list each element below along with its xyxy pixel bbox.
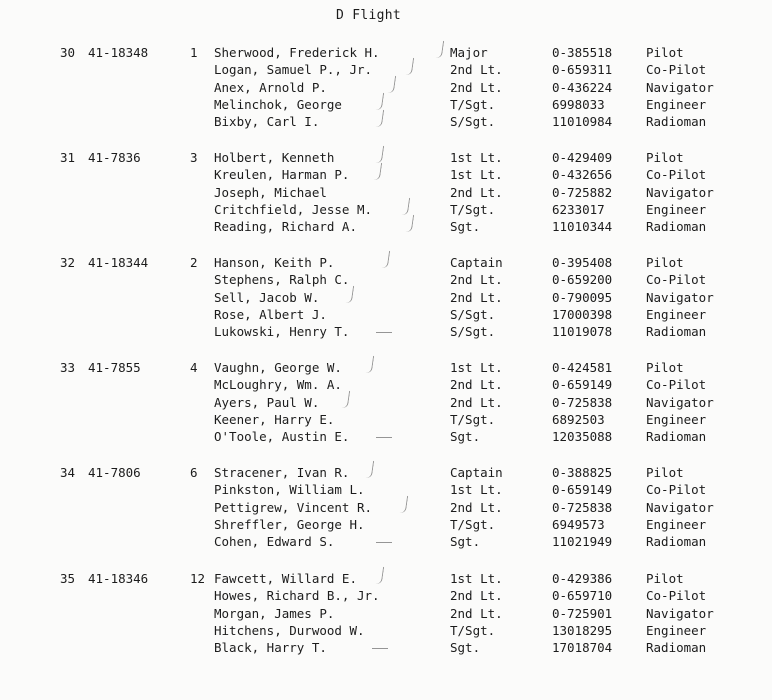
member-role: Engineer	[646, 306, 707, 322]
crew-member-row	[0, 289, 772, 306]
member-name: Stephens, Ralph C.	[214, 272, 350, 288]
member-name: Hitchens, Durwood W.	[214, 622, 365, 638]
service-number: 17018704	[552, 640, 613, 656]
crew-member-row	[0, 516, 772, 533]
member-role: Engineer	[646, 96, 707, 112]
member-rank: 2nd Lt.	[450, 588, 503, 604]
formation-position: 1	[190, 45, 198, 60]
crew-member-row	[0, 359, 772, 376]
dash-mark	[376, 542, 392, 543]
check-mark	[377, 249, 390, 268]
check-mark	[341, 284, 354, 303]
aircraft-serial: 41-7855	[88, 360, 141, 375]
check-mark	[337, 389, 350, 408]
member-name: Shreffler, George H.	[214, 516, 365, 532]
service-number: 0-385518	[552, 45, 613, 60]
service-number: 0-659710	[552, 588, 613, 604]
service-number: 12035088	[552, 429, 613, 445]
member-rank: Sgt.	[450, 219, 481, 235]
service-number: 11010984	[552, 114, 613, 130]
member-rank: 1st Lt.	[450, 167, 503, 183]
crew-number: 33	[60, 360, 76, 375]
crew-number: 34	[60, 465, 76, 480]
member-rank: 1st Lt.	[450, 571, 503, 586]
check-mark	[361, 459, 374, 478]
crew-member-row	[0, 481, 772, 498]
service-number: 0-388825	[552, 465, 613, 480]
page-heading: D Flight	[336, 8, 402, 23]
member-rank: 2nd Lt.	[450, 377, 503, 393]
service-number: 0-659149	[552, 377, 613, 393]
member-name: Sell, Jacob W.	[214, 289, 320, 305]
member-role: Pilot	[646, 255, 684, 270]
formation-position: 3	[190, 150, 198, 165]
crew-member-row	[0, 533, 772, 550]
crew-member-row	[0, 113, 772, 130]
service-number: 6949573	[552, 516, 605, 532]
crew-member-row	[0, 587, 772, 604]
crew-member-row	[0, 376, 772, 393]
crew-member-row	[0, 79, 772, 96]
service-number: 0-424581	[552, 360, 613, 375]
member-role: Pilot	[646, 360, 684, 375]
member-name: Pettigrew, Vincent R.	[214, 499, 373, 515]
service-number: 11019078	[552, 324, 613, 340]
crew-number: 35	[60, 571, 76, 586]
member-role: Co-Pilot	[646, 272, 707, 288]
crew-member-row	[0, 464, 772, 481]
member-name: Sherwood, Frederick H.	[214, 45, 380, 60]
service-number: 0-432656	[552, 167, 613, 183]
member-role: Radioman	[646, 640, 707, 656]
member-name: Fawcett, Willard E.	[214, 571, 357, 586]
crew-member-row	[0, 184, 772, 201]
member-rank: Sgt.	[450, 429, 481, 445]
service-number: 0-429386	[552, 571, 613, 586]
service-number: 0-790095	[552, 289, 613, 305]
member-rank: S/Sgt.	[450, 324, 496, 340]
service-number: 0-659311	[552, 62, 613, 78]
dash-mark	[376, 437, 392, 438]
member-rank: Captain	[450, 465, 503, 480]
member-role: Engineer	[646, 622, 707, 638]
crew-member-row	[0, 622, 772, 639]
crew-number: 31	[60, 150, 76, 165]
dash-mark	[372, 648, 388, 649]
service-number: 0-659200	[552, 272, 613, 288]
member-name: Holbert, Kenneth	[214, 150, 335, 165]
member-rank: T/Sgt.	[450, 622, 496, 638]
crew-member-row	[0, 428, 772, 445]
member-role: Co-Pilot	[646, 588, 707, 604]
crew-member-row	[0, 411, 772, 428]
crew-member-row	[0, 605, 772, 622]
crew-member-row	[0, 96, 772, 113]
member-name: Morgan, James P.	[214, 605, 335, 621]
member-name: Critchfield, Jesse M.	[214, 201, 373, 217]
member-name: Lukowski, Henry T.	[214, 324, 350, 340]
member-name: Howes, Richard B., Jr.	[214, 588, 380, 604]
member-rank: 2nd Lt.	[450, 605, 503, 621]
member-role: Radioman	[646, 429, 707, 445]
member-role: Radioman	[646, 219, 707, 235]
member-rank: Sgt.	[450, 640, 481, 656]
member-rank: Captain	[450, 255, 503, 270]
aircraft-serial: 41-18348	[88, 45, 149, 60]
member-name: Pinkston, William L.	[214, 482, 365, 498]
check-mark	[371, 109, 384, 128]
service-number: 6892503	[552, 411, 605, 427]
aircraft-serial: 41-7836	[88, 150, 141, 165]
aircraft-serial: 41-7806	[88, 465, 141, 480]
member-name: Kreulen, Harman P.	[214, 167, 350, 183]
member-rank: 2nd Lt.	[450, 394, 503, 410]
member-name: Hanson, Keith P.	[214, 255, 335, 270]
member-role: Navigator	[646, 184, 714, 200]
member-role: Navigator	[646, 79, 714, 95]
member-name: Black, Harry T.	[214, 640, 327, 656]
member-role: Co-Pilot	[646, 377, 707, 393]
member-rank: T/Sgt.	[450, 96, 496, 112]
check-mark	[369, 162, 382, 181]
member-rank: 1st Lt.	[450, 360, 503, 375]
service-number: 0-725838	[552, 499, 613, 515]
crew-member-row	[0, 201, 772, 218]
member-rank: 2nd Lt.	[450, 272, 503, 288]
member-rank: 2nd Lt.	[450, 499, 503, 515]
crew-member-row	[0, 499, 772, 516]
check-mark	[431, 39, 444, 58]
crew-member-row	[0, 254, 772, 271]
crew-member-row	[0, 570, 772, 587]
service-number: 0-395408	[552, 255, 613, 270]
member-name: Cohen, Edward S.	[214, 534, 335, 550]
crew-member-row	[0, 44, 772, 61]
member-name: O'Toole, Austin E.	[214, 429, 350, 445]
crew-number: 32	[60, 255, 76, 270]
service-number: 0-659149	[552, 482, 613, 498]
member-name: Rose, Albert J.	[214, 306, 327, 322]
member-rank: 2nd Lt.	[450, 289, 503, 305]
member-role: Pilot	[646, 45, 684, 60]
crew-member-row	[0, 306, 772, 323]
member-role: Navigator	[646, 394, 714, 410]
member-name: Stracener, Ivan R.	[214, 465, 350, 480]
service-number: 0-725901	[552, 605, 613, 621]
crew-member-row	[0, 394, 772, 411]
member-role: Engineer	[646, 516, 707, 532]
check-mark	[401, 57, 414, 76]
formation-position: 12	[190, 571, 206, 586]
member-name: Reading, Richard A.	[214, 219, 357, 235]
member-rank: Sgt.	[450, 534, 481, 550]
member-name: Joseph, Michael	[214, 184, 327, 200]
member-rank: 1st Lt.	[450, 482, 503, 498]
check-mark	[395, 494, 408, 513]
crew-member-row	[0, 149, 772, 166]
member-role: Pilot	[646, 571, 684, 586]
crew-member-row	[0, 639, 772, 656]
crew-member-row	[0, 323, 772, 340]
dash-mark	[376, 332, 392, 333]
member-rank: 2nd Lt.	[450, 184, 503, 200]
member-rank: T/Sgt.	[450, 411, 496, 427]
crew-member-row	[0, 218, 772, 235]
service-number: 13018295	[552, 622, 613, 638]
service-number: 17000398	[552, 306, 613, 322]
service-number: 0-429409	[552, 150, 613, 165]
formation-position: 2	[190, 255, 198, 270]
member-rank: T/Sgt.	[450, 201, 496, 217]
member-name: McLoughry, Wm. A.	[214, 377, 342, 393]
member-role: Navigator	[646, 289, 714, 305]
member-name: Anex, Arnold P.	[214, 79, 327, 95]
member-role: Pilot	[646, 465, 684, 480]
service-number: 0-725882	[552, 184, 613, 200]
member-role: Engineer	[646, 201, 707, 217]
member-name: Bixby, Carl I.	[214, 114, 320, 130]
member-rank: T/Sgt.	[450, 516, 496, 532]
member-role: Navigator	[646, 499, 714, 515]
member-rank: 1st Lt.	[450, 150, 503, 165]
aircraft-serial: 41-18344	[88, 255, 149, 270]
member-name: Vaughn, George W.	[214, 360, 342, 375]
member-name: Logan, Samuel P., Jr.	[214, 62, 373, 78]
member-role: Co-Pilot	[646, 167, 707, 183]
member-role: Radioman	[646, 114, 707, 130]
member-rank: S/Sgt.	[450, 306, 496, 322]
member-role: Navigator	[646, 605, 714, 621]
member-role: Engineer	[646, 411, 707, 427]
aircraft-serial: 41-18346	[88, 571, 149, 586]
member-role: Co-Pilot	[646, 482, 707, 498]
member-rank: 2nd Lt.	[450, 79, 503, 95]
member-rank: Major	[450, 45, 488, 60]
member-rank: 2nd Lt.	[450, 62, 503, 78]
member-name: Melinchok, George	[214, 96, 342, 112]
member-name: Ayers, Paul W.	[214, 394, 320, 410]
service-number: 0-725838	[552, 394, 613, 410]
check-mark	[361, 354, 374, 373]
service-number: 6233017	[552, 201, 605, 217]
member-role: Radioman	[646, 534, 707, 550]
member-role: Radioman	[646, 324, 707, 340]
crew-member-row	[0, 271, 772, 288]
member-role: Co-Pilot	[646, 62, 707, 78]
crew-number: 30	[60, 45, 76, 60]
member-rank: S/Sgt.	[450, 114, 496, 130]
service-number: 11021949	[552, 534, 613, 550]
service-number: 0-436224	[552, 79, 613, 95]
formation-position: 4	[190, 360, 198, 375]
check-mark	[383, 74, 396, 93]
member-role: Pilot	[646, 150, 684, 165]
service-number: 6998033	[552, 96, 605, 112]
formation-position: 6	[190, 465, 198, 480]
service-number: 11010344	[552, 219, 613, 235]
crew-member-row	[0, 166, 772, 183]
check-mark	[371, 565, 384, 584]
check-mark	[401, 214, 414, 233]
member-name: Keener, Harry E.	[214, 411, 335, 427]
